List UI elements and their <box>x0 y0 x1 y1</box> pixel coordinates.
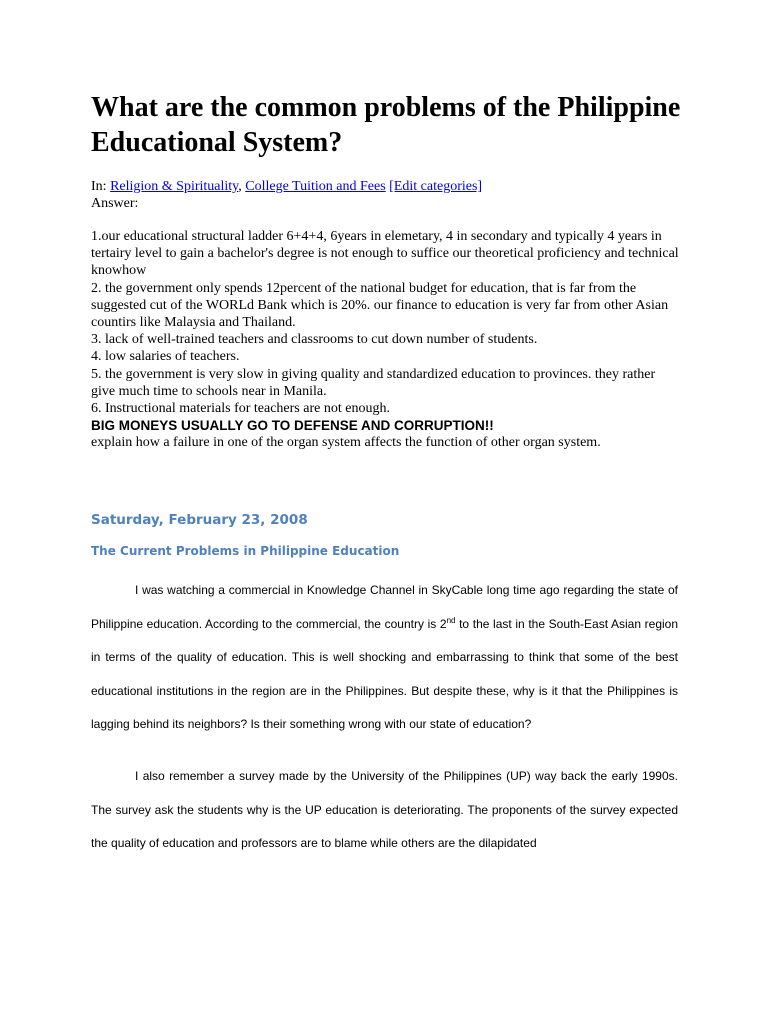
p1-after: to the last in the South-East Asian region in terms of the quality of education. This is well shocking and embarrassing to think that some of the best educational institutions in the region are in the Philippines. But despite these, why is it that the Philippines is lagging behind its neighbors? Is their something wrong with our state of education? <box>91 616 679 732</box>
question-title: What are the common problems of the Philippine Educational System? <box>91 92 681 158</box>
answer-item-1: 1.our educational structural ladder 6+4+4, 6years in elemetary, 4 in secondary and typically 4 years in tertairy level to gain a bachelor's degree is not enough to suffice our theoretical proficiency and technical knowhow <box>91 229 679 279</box>
question-meta: In: Religion & Spirituality, College Tuition and Fees [Edit categories] Answer: <box>91 179 483 211</box>
in-label: In: <box>91 179 107 194</box>
answer-emphasis: BIG MONEYS USUALLY GO TO DEFENSE AND CORRUPTION!! <box>91 418 494 434</box>
answer-item-4: 4. low salaries of teachers. <box>91 349 240 365</box>
blog-article <box>91 574 678 879</box>
answer-label: Answer: <box>91 196 139 211</box>
answer-item-2: 2. the government only spends 12percent of the national budget for education, that is far from the suggested cut of the WORLd Bank which is 20%. our finance to education is very far from other Asian countirs like Malaysia and Thailand. <box>91 280 669 331</box>
answer-body <box>91 228 681 452</box>
blog-post-title: The Current Problems in Philippine Education <box>91 544 400 558</box>
p1-superscript: nd <box>446 615 456 625</box>
category-link-religion[interactable]: Religion & Spirituality <box>110 179 239 194</box>
answer-item-6: 6. Instructional materials for teachers are not enough. <box>91 401 390 417</box>
category-link-college-tuition[interactable]: College Tuition and Fees <box>245 179 386 194</box>
answer-item-3: 3. lack of well-trained teachers and classrooms to cut down number of students. <box>91 332 538 348</box>
blog-post-date: Saturday, February 23, 2008 <box>91 512 308 528</box>
p1-before: I was watching a commercial in Knowledge Channel in SkyCable long time ago regarding the state of Philippine education. According to the commercial, the country is 2 <box>91 583 678 631</box>
answer-item-5: 5. the government is very slow in giving quality and standardized education to provinces. they rather give much time to schools near in Manila. <box>91 366 656 399</box>
edit-categories-link[interactable]: [Edit categories] <box>389 179 483 194</box>
article-paragraph-2: I also remember a survey made by the University of the Philippines (UP) way back the early 1990s. The survey ask the students why is the UP education is deteriorating. The proponents of the survey expected the quality of education and professors are to blame while others are the dilapidated <box>91 768 678 851</box>
article-paragraph-1 <box>91 574 678 742</box>
answer-followup: explain how a failure in one of the organ system affects the function of other organ system. <box>91 435 601 451</box>
